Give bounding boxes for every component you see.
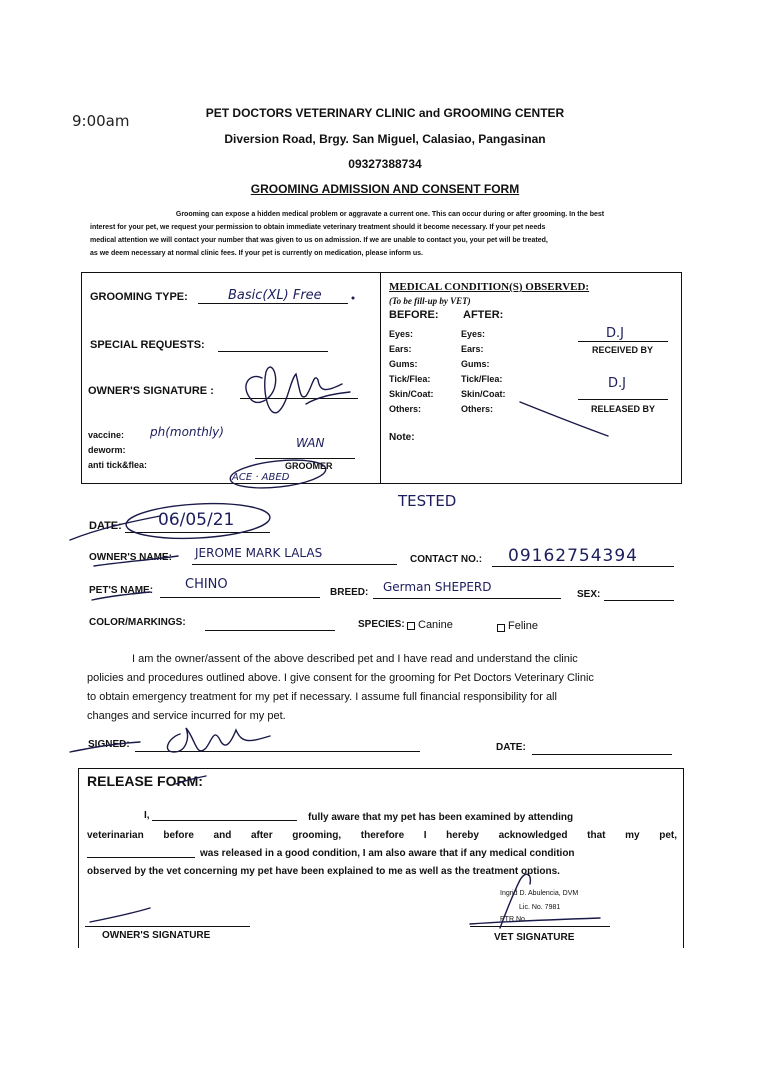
before-item: Others: — [389, 404, 422, 414]
release-title: RELEASE FORM: — [87, 773, 203, 789]
vet-signature-underline — [470, 918, 600, 924]
after-item: Eyes: — [461, 329, 486, 339]
special-requests-label: SPECIAL REQUESTS: — [90, 339, 205, 351]
consent-line: I am the owner/assent of the above described pet and I have read and understand the clinic — [132, 653, 578, 665]
time-handwritten: 9:00am — [72, 112, 130, 130]
owner-signature-tail — [306, 392, 350, 404]
date-label: DATE: — [89, 520, 122, 532]
color-label: COLOR/MARKINGS: — [89, 617, 186, 628]
form-title: GROOMING ADMISSION AND CONSENT FORM — [250, 182, 520, 196]
release-line3-end: was released in a good condition, I am also aware that if any medical condition — [200, 848, 575, 859]
before-item: Ears: — [389, 344, 412, 354]
vet-signature-stroke — [500, 874, 530, 928]
vet-stamp-ptr: PTR No. — [500, 916, 527, 923]
deworm-label: deworm: — [88, 445, 126, 455]
owner-release-signature-label: OWNER'S SIGNATURE — [102, 930, 211, 941]
owner-signature-label: OWNER'S SIGNATURE : — [88, 385, 214, 397]
vet-stamp-lic: Lic. No. 7981 — [519, 904, 561, 911]
species-label: SPECIES: — [358, 619, 405, 630]
owner-name-label: OWNER'S NAME: — [89, 552, 172, 563]
release-pen-mark — [176, 776, 206, 784]
consent-date-label: DATE: — [496, 742, 526, 753]
consent-line: to obtain emergency treatment for my pet if necessary. I assume full financial responsibility for all — [87, 691, 557, 703]
groomer-label: GROOMER — [285, 461, 333, 471]
after-item: Others: — [461, 404, 494, 414]
owner-initials: WAN — [296, 436, 325, 450]
owner-name-stroke — [94, 556, 178, 566]
pet-name-label: PET'S NAME: — [89, 585, 154, 596]
grooming-type-value: Basic(XL) Free — [228, 288, 322, 303]
intro-line: medical attention we will contact your number that was given to us on admission. If we are unable to contact you, your pet will be treated, — [90, 237, 548, 244]
clinic-name: PET DOCTORS VETERINARY CLINIC and GROOMING CENTER — [205, 106, 565, 120]
vet-stamp-name: Ingrid D. Abulencia, DVM — [500, 890, 579, 897]
contact-label: CONTACT NO.: — [410, 554, 483, 565]
before-item: Tick/Flea: — [389, 374, 431, 384]
release-line1-start: I, — [144, 810, 150, 821]
pet-name-value: CHINO — [185, 577, 228, 592]
after-item: Skin/Coat: — [461, 389, 506, 399]
after-item: Gums: — [461, 359, 490, 369]
received-by-value: D.J — [606, 326, 624, 341]
breed-value: German SHEPERD — [383, 580, 492, 594]
consent-line: changes and service incurred for my pet. — [87, 710, 286, 722]
tested-handwritten: TESTED — [398, 492, 457, 510]
note-label: Note: — [389, 432, 415, 443]
owner-release-signature-stroke — [90, 908, 150, 922]
breed-label: BREED: — [330, 587, 369, 598]
release-line2: veterinarian before and after grooming, therefore I hereby acknowledged that my pet, — [87, 830, 677, 841]
consent-signature-scribble — [167, 728, 270, 752]
sex-label: SEX: — [577, 589, 601, 600]
received-by-label: RECEIVED BY — [592, 345, 654, 355]
date-circle — [125, 500, 271, 541]
before-item: Skin/Coat: — [389, 389, 434, 399]
after-label: AFTER: — [463, 309, 504, 321]
pet-name-stroke — [92, 592, 150, 600]
before-label: BEFORE: — [389, 309, 439, 321]
before-item: Gums: — [389, 359, 418, 369]
date-flourish — [70, 516, 160, 540]
consent-signature-lead — [70, 742, 140, 752]
grooming-type-dot — [352, 297, 354, 299]
groomer-circle — [229, 456, 327, 492]
contact-value: 09162754394 — [508, 546, 638, 566]
date-value: 06/05/21 — [158, 510, 235, 530]
clinic-address: Diversion Road, Brgy. San Miguel, Calasiao, Pangasinan — [224, 132, 546, 146]
anti-tick-label: anti tick&flea: — [88, 460, 148, 470]
after-item: Tick/Flea: — [461, 374, 503, 384]
groomer-value: ACE · ABED — [232, 472, 290, 483]
released-by-value: D.J — [608, 376, 626, 391]
feline-option: Feline — [508, 620, 538, 632]
consent-line: policies and procedures outlined above. I give consent for the grooming for Pet Doctors Veterinary Clinic — [87, 672, 594, 684]
owner-signature-scribble — [246, 367, 342, 413]
note-area-stroke — [520, 402, 608, 436]
clinic-phone: 09327388734 — [348, 157, 422, 171]
vaccine-label: vaccine: — [88, 430, 125, 440]
canine-option: Canine — [418, 619, 453, 631]
signed-label: SIGNED: — [88, 739, 130, 750]
before-item: Eyes: — [389, 329, 414, 339]
intro-line: Grooming can expose a hidden medical problem or aggravate a current one. This can occur during or after grooming. In the best — [175, 211, 605, 218]
intro-line: as we deem necessary at normal clinic fees. If your pet is currently on medication, please inform us. — [90, 250, 424, 257]
vaccine-value: ph(monthly) — [150, 425, 224, 439]
grooming-type-label: GROOMING TYPE: — [90, 291, 188, 303]
owner-name-value: JEROME MARK LALAS — [195, 546, 323, 560]
medical-subtitle: (To be fill-up by VET) — [389, 296, 471, 306]
medical-title: MEDICAL CONDITION(S) OBSERVED: — [389, 281, 590, 293]
vet-signature-label: VET SIGNATURE — [494, 932, 575, 943]
release-line1-end: fully aware that my pet has been examined by attending — [308, 812, 574, 823]
released-by-label: RELEASED BY — [591, 404, 656, 414]
intro-line: interest for your pet, we request your permission to obtain immediate veterinary treatment should it become necessary. If your pet needs — [90, 224, 546, 231]
release-line4: observed by the vet concerning my pet have been explained to me as well as the treatment options. — [87, 866, 560, 877]
after-item: Ears: — [461, 344, 484, 354]
